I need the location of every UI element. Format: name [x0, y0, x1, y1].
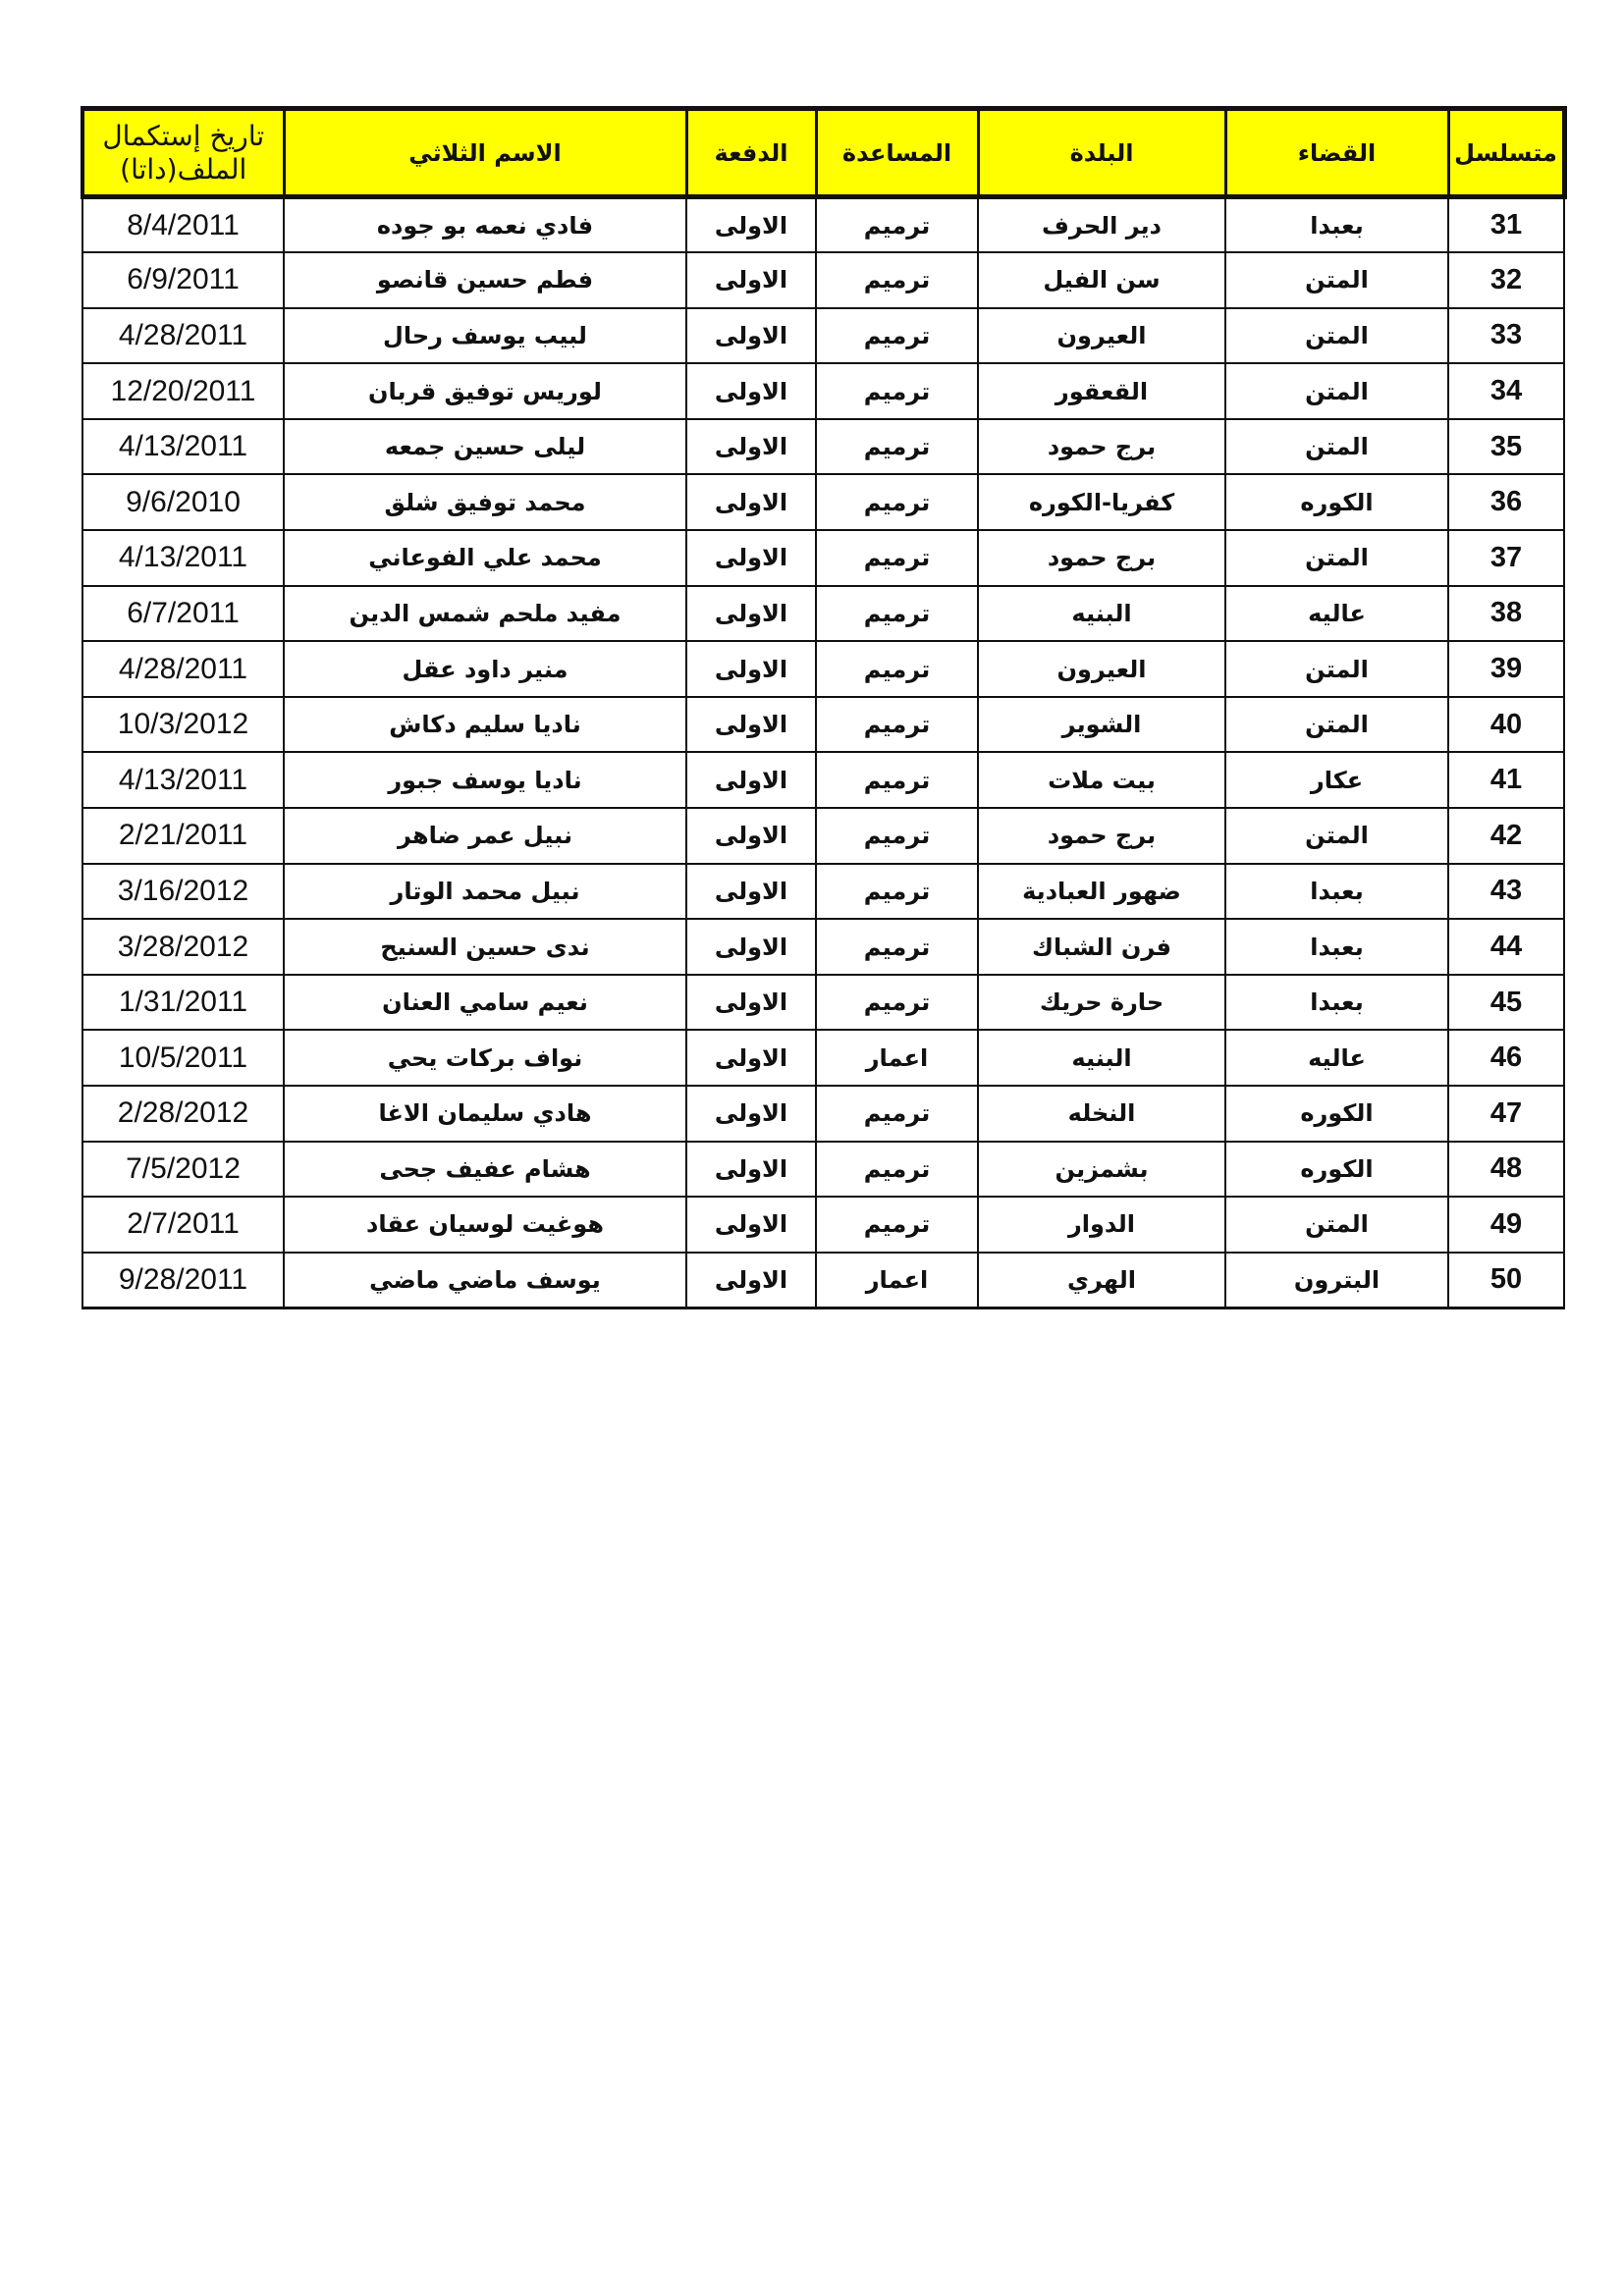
cell-completion-date: 3/16/2012 [82, 864, 284, 920]
table-row [82, 419, 1564, 475]
cell-district: الكوره [1225, 1086, 1448, 1142]
cell-assistance: ترميم [816, 530, 978, 586]
cell-completion-date: 1/31/2011 [82, 975, 284, 1031]
cell-batch: الاولى [686, 419, 816, 475]
cell-full-name: هوغيت لوسيان عقاد [284, 1197, 686, 1253]
cell-town: القعقور [978, 363, 1225, 419]
cell-assistance: ترميم [816, 641, 978, 697]
table-row [82, 1142, 1564, 1198]
cell-serial: 37 [1448, 530, 1564, 586]
cell-district: الكوره [1225, 1142, 1448, 1198]
cell-full-name: نواف بركات يحي [284, 1030, 686, 1086]
cell-district: المتن [1225, 530, 1448, 586]
cell-serial: 49 [1448, 1197, 1564, 1253]
cell-batch: الاولى [686, 1030, 816, 1086]
cell-assistance: ترميم [816, 919, 978, 975]
cell-full-name: مفيد ملحم شمس الدين [284, 586, 686, 642]
cell-town: النخله [978, 1086, 1225, 1142]
cell-batch: الاولى [686, 641, 816, 697]
header-town: البلدة [978, 109, 1225, 197]
cell-batch: الاولى [686, 1197, 816, 1253]
table-row [82, 975, 1564, 1031]
cell-full-name: فادي نعمه بو جوده [284, 197, 686, 253]
header-batch: الدفعة [686, 109, 816, 197]
cell-district: بعبدا [1225, 975, 1448, 1031]
cell-district: عاليه [1225, 1030, 1448, 1086]
cell-town: برج حمود [978, 419, 1225, 475]
cell-completion-date: 3/28/2012 [82, 919, 284, 975]
cell-assistance: ترميم [816, 586, 978, 642]
cell-town: العيرون [978, 641, 1225, 697]
cell-town: العيرون [978, 308, 1225, 364]
cell-completion-date: 2/21/2011 [82, 808, 284, 864]
cell-full-name: ناديا يوسف جبور [284, 752, 686, 808]
cell-batch: الاولى [686, 530, 816, 586]
cell-batch: الاولى [686, 586, 816, 642]
cell-batch: الاولى [686, 975, 816, 1031]
cell-serial: 40 [1448, 697, 1564, 753]
cell-full-name: لوريس توفيق قربان [284, 363, 686, 419]
cell-town: الهري [978, 1253, 1225, 1308]
table-row [82, 1030, 1564, 1086]
cell-town: برج حمود [978, 808, 1225, 864]
cell-assistance: ترميم [816, 697, 978, 753]
cell-completion-date: 10/3/2012 [82, 697, 284, 753]
table-row [82, 808, 1564, 864]
cell-batch: الاولى [686, 474, 816, 530]
cell-district: المتن [1225, 363, 1448, 419]
cell-batch: الاولى [686, 308, 816, 364]
cell-full-name: ندى حسين السنيح [284, 919, 686, 975]
cell-assistance: ترميم [816, 808, 978, 864]
table-row [82, 308, 1564, 364]
header-full-name: الاسم الثلاثي [284, 109, 686, 197]
cell-district: المتن [1225, 252, 1448, 308]
cell-batch: الاولى [686, 1142, 816, 1198]
cell-assistance: ترميم [816, 474, 978, 530]
cell-completion-date: 4/28/2011 [82, 641, 284, 697]
header-district: القضاء [1225, 109, 1448, 197]
cell-town: حارة حريك [978, 975, 1225, 1031]
cell-serial: 44 [1448, 919, 1564, 975]
cell-district: عاليه [1225, 586, 1448, 642]
table-row [82, 864, 1564, 920]
beneficiaries-table [81, 106, 1567, 1309]
cell-full-name: يوسف ماضي ماضي [284, 1253, 686, 1308]
cell-full-name: نبيل عمر ضاهر [284, 808, 686, 864]
cell-assistance: ترميم [816, 1142, 978, 1198]
table-row [82, 252, 1564, 308]
cell-serial: 36 [1448, 474, 1564, 530]
cell-assistance: اعمار [816, 1253, 978, 1308]
cell-completion-date: 6/7/2011 [82, 586, 284, 642]
cell-serial: 48 [1448, 1142, 1564, 1198]
cell-full-name: ناديا سليم دكاش [284, 697, 686, 753]
cell-serial: 46 [1448, 1030, 1564, 1086]
cell-district: الكوره [1225, 474, 1448, 530]
cell-serial: 47 [1448, 1086, 1564, 1142]
cell-completion-date: 9/28/2011 [82, 1253, 284, 1308]
cell-completion-date: 4/13/2011 [82, 752, 284, 808]
cell-assistance: ترميم [816, 864, 978, 920]
cell-town: سن الفيل [978, 252, 1225, 308]
cell-town: بيت ملات [978, 752, 1225, 808]
cell-full-name: محمد توفيق شلق [284, 474, 686, 530]
cell-assistance: ترميم [816, 363, 978, 419]
table-row [82, 530, 1564, 586]
cell-serial: 39 [1448, 641, 1564, 697]
cell-completion-date: 4/28/2011 [82, 308, 284, 364]
cell-serial: 45 [1448, 975, 1564, 1031]
cell-serial: 33 [1448, 308, 1564, 364]
cell-serial: 42 [1448, 808, 1564, 864]
cell-serial: 43 [1448, 864, 1564, 920]
cell-completion-date: 4/13/2011 [82, 419, 284, 475]
cell-town: الدوار [978, 1197, 1225, 1253]
cell-assistance: ترميم [816, 975, 978, 1031]
cell-serial: 38 [1448, 586, 1564, 642]
cell-batch: الاولى [686, 808, 816, 864]
cell-batch: الاولى [686, 252, 816, 308]
table-row [82, 641, 1564, 697]
header-completion-date: تاريخ إستكمال الملف(داتا) [82, 109, 284, 197]
header-row [82, 109, 1564, 197]
cell-completion-date: 10/5/2011 [82, 1030, 284, 1086]
cell-district: المتن [1225, 697, 1448, 753]
cell-full-name: فطم حسين قانصو [284, 252, 686, 308]
header-assistance: المساعدة [816, 109, 978, 197]
cell-assistance: ترميم [816, 1197, 978, 1253]
cell-assistance: ترميم [816, 308, 978, 364]
cell-assistance: ترميم [816, 197, 978, 253]
cell-district: البترون [1225, 1253, 1448, 1308]
cell-full-name: ليلى حسين جمعه [284, 419, 686, 475]
cell-town: دير الحرف [978, 197, 1225, 253]
cell-completion-date: 6/9/2011 [82, 252, 284, 308]
cell-district: المتن [1225, 1197, 1448, 1253]
cell-district: المتن [1225, 808, 1448, 864]
cell-batch: الاولى [686, 864, 816, 920]
table-row [82, 197, 1564, 253]
cell-full-name: محمد علي الفوعاني [284, 530, 686, 586]
beneficiaries-sheet [81, 106, 1562, 1309]
cell-serial: 35 [1448, 419, 1564, 475]
cell-serial: 34 [1448, 363, 1564, 419]
cell-town: برج حمود [978, 530, 1225, 586]
cell-completion-date: 2/28/2012 [82, 1086, 284, 1142]
table-row [82, 363, 1564, 419]
cell-full-name: هادي سليمان الاغا [284, 1086, 686, 1142]
cell-batch: الاولى [686, 363, 816, 419]
cell-district: بعبدا [1225, 197, 1448, 253]
cell-assistance: ترميم [816, 1086, 978, 1142]
cell-assistance: ترميم [816, 252, 978, 308]
table-row [82, 752, 1564, 808]
cell-completion-date: 4/13/2011 [82, 530, 284, 586]
cell-full-name: هشام عفيف جحى [284, 1142, 686, 1198]
cell-serial: 31 [1448, 197, 1564, 253]
table-row [82, 919, 1564, 975]
cell-assistance: ترميم [816, 752, 978, 808]
cell-batch: الاولى [686, 1253, 816, 1308]
cell-batch: الاولى [686, 752, 816, 808]
cell-district: بعبدا [1225, 864, 1448, 920]
cell-batch: الاولى [686, 1086, 816, 1142]
table-body [82, 197, 1564, 1308]
cell-serial: 32 [1448, 252, 1564, 308]
cell-completion-date: 9/6/2010 [82, 474, 284, 530]
cell-serial: 41 [1448, 752, 1564, 808]
cell-completion-date: 2/7/2011 [82, 1197, 284, 1253]
cell-district: المتن [1225, 419, 1448, 475]
table-row [82, 1253, 1564, 1308]
cell-town: بشمزين [978, 1142, 1225, 1198]
cell-completion-date: 12/20/2011 [82, 363, 284, 419]
cell-full-name: لبيب يوسف رحال [284, 308, 686, 364]
table-row [82, 1197, 1564, 1253]
cell-full-name: نبيل محمد الوتار [284, 864, 686, 920]
table-row [82, 697, 1564, 753]
cell-assistance: ترميم [816, 419, 978, 475]
cell-district: عكار [1225, 752, 1448, 808]
cell-serial: 50 [1448, 1253, 1564, 1308]
cell-batch: الاولى [686, 919, 816, 975]
cell-town: البنيه [978, 1030, 1225, 1086]
cell-district: المتن [1225, 308, 1448, 364]
cell-batch: الاولى [686, 197, 816, 253]
cell-district: المتن [1225, 641, 1448, 697]
header-serial: متسلسل [1448, 109, 1564, 197]
table-row [82, 474, 1564, 530]
cell-full-name: نعيم سامي العنان [284, 975, 686, 1031]
table-header [82, 109, 1564, 197]
cell-town: فرن الشباك [978, 919, 1225, 975]
cell-completion-date: 8/4/2011 [82, 197, 284, 253]
cell-full-name: منير داود عقل [284, 641, 686, 697]
cell-assistance: اعمار [816, 1030, 978, 1086]
cell-town: الشوير [978, 697, 1225, 753]
cell-batch: الاولى [686, 697, 816, 753]
cell-completion-date: 7/5/2012 [82, 1142, 284, 1198]
cell-district: بعبدا [1225, 919, 1448, 975]
table-row [82, 586, 1564, 642]
cell-town: كفريا-الكوره [978, 474, 1225, 530]
cell-town: ضهور العبادية [978, 864, 1225, 920]
table-row [82, 1086, 1564, 1142]
cell-town: البنيه [978, 586, 1225, 642]
